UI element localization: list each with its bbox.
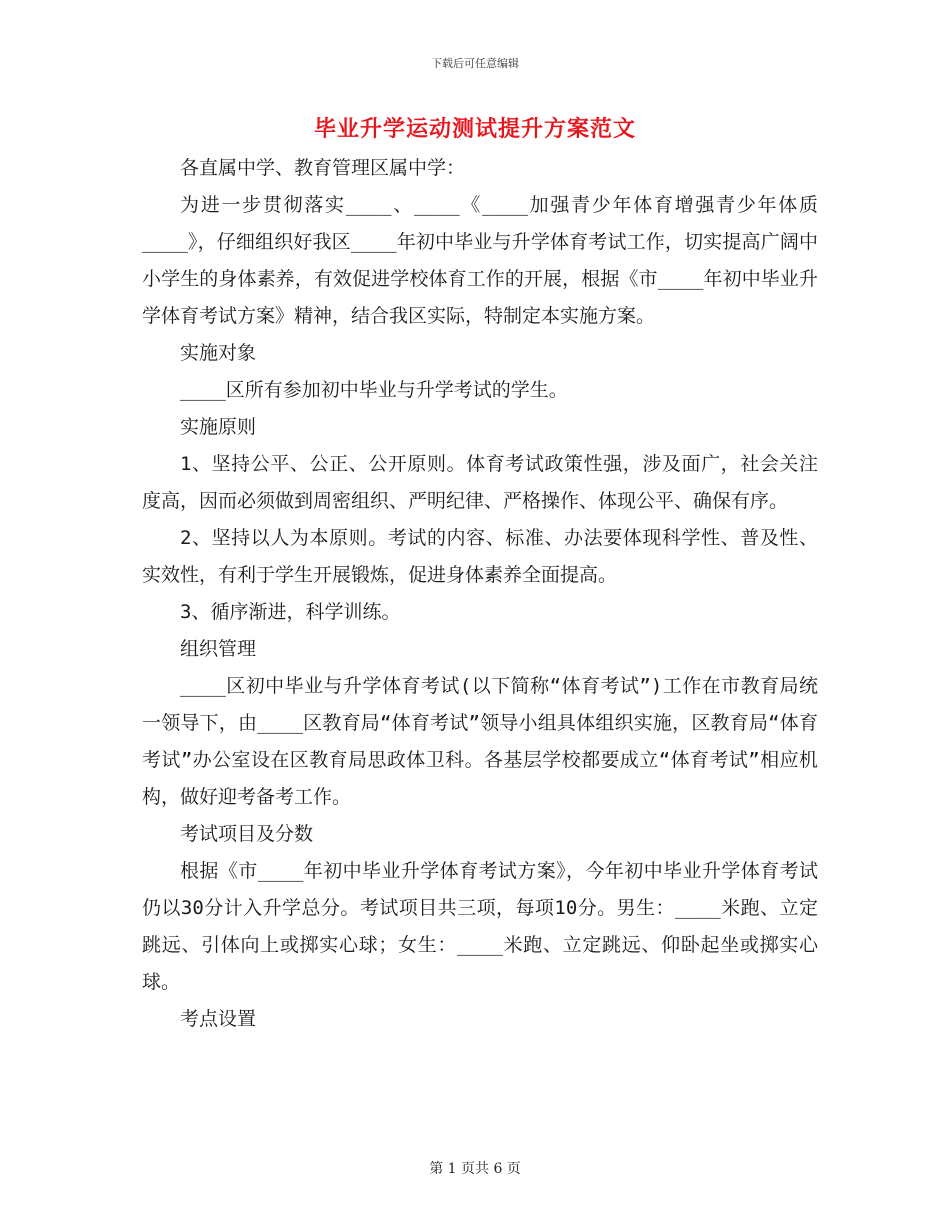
section-heading-target: 实施对象: [180, 342, 257, 364]
management-paragraph: ____区初中毕业与升学体育考试(以下简称“体育考试”)工作在市教育局统一领导下，由____区教育局“体育考试”领导小组具体组织实施，区教育局“体育考试”办公室设在区教育局思政体卫科。各基层学校都要成立“体育考试”相应机构，做好迎考备考工作。: [142, 675, 818, 808]
document-body: [142, 150, 818, 1038]
principle-1: 1、坚持公平、公正、公开原则。体育考试政策性强，涉及面广，社会关注度高，因而必须做到周密组织、严明纪律、严格操作、体现公平、确保有序。: [142, 453, 818, 512]
principle-2: 2、坚持以人为本原则。考试的内容、标准、办法要体现科学性、普及性、实效性，有利于学生开展锻炼，促进身体素养全面提高。: [142, 527, 818, 586]
section-heading-items: 考试项目及分数: [180, 823, 314, 845]
section-heading-management: 组织管理: [180, 638, 257, 660]
header-note: 下载后可任意编辑: [431, 57, 519, 70]
intro-paragraph: 为进一步贯彻落实____、____《____加强青少年体育增强青少年体质____》，仔细组织好我区____年初中毕业与升学体育考试工作，切实提高广阔中小学生的身体素养，有效促进学校体育工作的开展，根据《市____年初中毕业升学体育考试方案》精神，结合我区实际，特制定本实施方案。: [142, 194, 818, 327]
document-title: 毕业升学运动测试提升方案范文: [313, 117, 636, 142]
page-indicator: 第 1 页共 6 页: [429, 1161, 521, 1177]
section-heading-venues: 考点设置: [180, 1008, 257, 1030]
items-paragraph: 根据《市____年初中毕业升学体育考试方案》，今年初中毕业升学体育考试仍以30分计入升学总分。考试项目共三项，每项10分。男生：____米跑、立定跳远、引体向上或掷实心球；女生：____米跑、立定跳远、仰卧起坐或掷实心球。: [142, 860, 818, 993]
target-paragraph: ____区所有参加初中毕业与升学考试的学生。: [180, 379, 568, 401]
salutation: 各直属中学、教育管理区属中学：: [180, 157, 466, 179]
principle-3: 3、循序渐进，科学训练。: [180, 601, 401, 623]
section-heading-principles: 实施原则: [180, 416, 257, 438]
